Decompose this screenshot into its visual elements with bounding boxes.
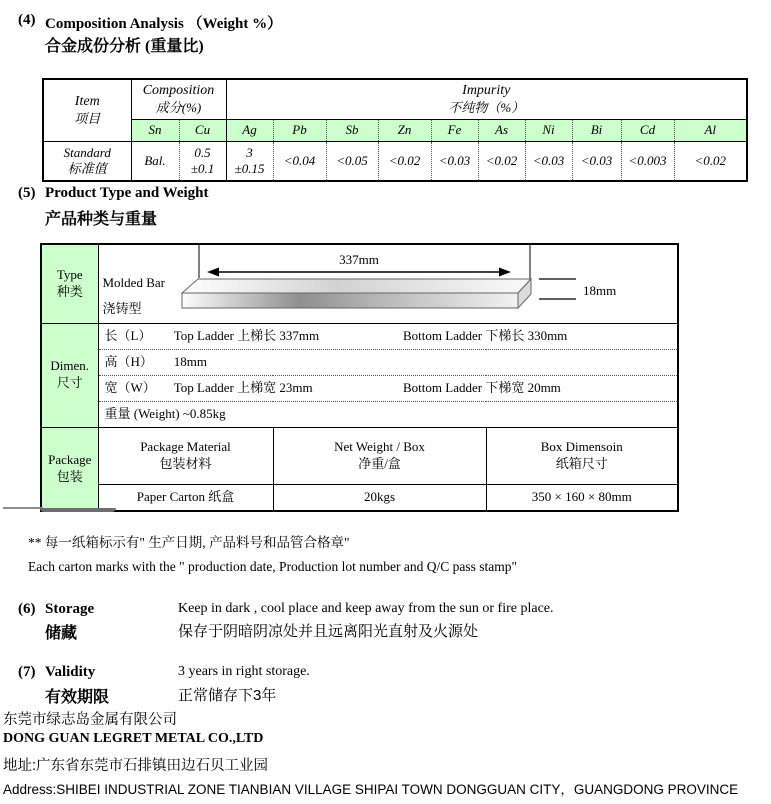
section4-title-zh: 合金成份分析 (重量比) [45,38,204,55]
package-label-cell [41,427,98,511]
value-sb: <0.05 [326,141,378,181]
footer-address-en: Address:SHIBEI INDUSTRIAL ZONE TIANBIAN VILLAGE SHIPAI TOWN DONGGUAN CITY，GUANGDONG PROVINCE [3,782,739,797]
element-zn: Zn [378,119,431,141]
dim-height-label: 高（H） [104,353,153,369]
element-pb: Pb [273,119,326,141]
value-cu [179,141,226,181]
dimension-row-length [98,323,678,349]
section4-number: (4) [18,12,36,28]
composition-header-en: Composition [142,83,215,99]
scan-artifact-line [3,507,43,509]
item-header-cell [43,79,131,141]
value-ni: <0.03 [525,141,572,181]
package-value-material: Paper Carton 纸盒 [98,484,273,511]
standard-row-label [43,141,131,181]
element-al: Al [674,119,747,141]
dim-width-top: Top Ladder 上梯宽 23mm [173,379,313,395]
value-cd: <0.003 [621,141,674,181]
type-label-cell [41,244,98,323]
standard-label-en: Standard [63,144,111,160]
section5-title-en: Product Type and Weight [45,185,209,201]
element-bi: Bi [572,119,621,141]
element-ag: Ag [226,119,273,141]
dimen-label-zh: 尺寸 [56,375,83,390]
dim-length-top: Top Ladder 上梯长 337mm [173,327,320,343]
value-pb: <0.04 [273,141,326,181]
pkg-hdr-boxdim-zh: 纸箱尺寸 [555,455,608,471]
dim-length-label: 长（L） [104,327,152,343]
footer-address-zh: 地址:广东省东莞市石排镇田边石贝工业园 [3,758,269,774]
value-bi: <0.03 [572,141,621,181]
dimension-row-width [98,375,678,401]
footer-company-zh: 东莞市绿志岛金属有限公司 [3,712,177,728]
item-header-zh: 项目 [74,110,101,126]
dimen-label-cell [41,323,98,427]
impurity-header-en: Impurity [462,83,511,99]
type-value-zh: 浇铸型 [102,301,142,316]
pkg-hdr-material-zh: 包装材料 [159,455,212,471]
package-label-zh: 包装 [56,468,83,484]
value-al: <0.02 [674,141,747,181]
section7-desc-zh: 正常储存下3年 [178,687,277,704]
element-cd: Cd [621,119,674,141]
value-ag-line2: ±0.15 [234,160,265,176]
dim-weight-label: 重量 (Weight) ~0.85kg [104,405,226,421]
section6-desc-zh: 保存于阴暗阴凉处并且远离阳光直射及火源处 [178,623,479,640]
dim-length-bottom: Bottom Ladder 下梯长 330mm [403,327,568,343]
value-cu-line2: ±0.1 [190,160,215,176]
value-ag-line1: 3 [246,144,253,160]
impurity-header-cell [226,79,747,119]
type-value-cell [98,244,678,323]
package-header-material [98,427,273,484]
package-label-en: Package [48,451,92,467]
element-sn: Sn [131,119,179,141]
section7-label-en: Validity [45,664,96,680]
composition-header-zh: 成分(%) [155,99,202,115]
composition-header-cell [131,79,226,119]
section5-title-zh: 产品种类与重量 [45,211,158,228]
package-value-netweight: 20kgs [273,484,486,511]
package-header-netweight [273,427,486,484]
dim-width-label: 宽（W） [104,379,156,395]
composition-table [42,78,748,182]
section6-label-zh: 储藏 [45,625,78,642]
type-value-en: Molded Bar [102,275,165,290]
value-ag [226,141,273,181]
standard-label-zh: 标准值 [67,160,107,176]
section6-label-en: Storage [45,601,95,617]
item-header-en: Item [74,94,100,110]
section7-label-zh: 有效期限 [45,689,110,706]
section5-number: (5) [18,185,36,201]
scan-artifact-shadow [40,508,116,512]
pkg-hdr-netweight-zh: 净重/盒 [358,455,401,471]
element-as: As [478,119,525,141]
element-fe: Fe [431,119,478,141]
footer-company-en: DONG GUAN LEGRET METAL CO.,LTD [3,731,264,746]
dimen-label-en: Dimen. [50,358,90,374]
dim-width-bottom: Bottom Ladder 下梯宽 20mm [403,379,561,395]
carton-note-en: Each carton marks with the " production date, Production lot number and Q/C pass stamp" [28,559,518,574]
pkg-hdr-netweight-en: Net Weight / Box [334,438,425,454]
dimension-row-height [98,349,678,375]
value-sn: Bal. [144,152,166,168]
section6-number: (6) [18,601,36,617]
section4-title-en: Composition Analysis （Weight %） [45,16,283,32]
value-as: <0.02 [478,141,525,181]
type-label-zh: 种类 [56,283,83,299]
value-fe: <0.03 [431,141,478,181]
section6-desc-en: Keep in dark , cool place and keep away from the sun or fire place. [178,601,554,616]
svg-text:337mm: 337mm [338,252,379,267]
pkg-hdr-boxdim-en: Box Dimensoin [540,438,623,454]
type-label-en: Type [56,266,83,282]
package-header-boxdim [486,427,678,484]
element-sb: Sb [326,119,378,141]
value-zn: <0.02 [378,141,431,181]
pkg-hdr-material-en: Package Material [140,438,231,454]
element-cu: Cu [179,119,226,141]
impurity-header-zh: 不纯物（%） [448,99,525,115]
molded-bar-diagram [99,245,677,322]
product-table [40,243,679,512]
package-value-boxdim: 350 × 160 × 80mm [531,488,632,504]
section7-number: (7) [18,664,36,680]
dimension-row-weight [98,401,678,427]
element-ni: Ni [525,119,572,141]
section7-desc-en: 3 years in right storage. [178,664,310,679]
svg-text:18mm: 18mm [582,283,616,298]
dim-height-value: 18mm [173,353,207,369]
carton-note-zh: ** 每一纸箱标示有" 生产日期, 产品料号和品管合格章" [28,535,350,550]
value-cu-line1: 0.5 [194,144,211,160]
